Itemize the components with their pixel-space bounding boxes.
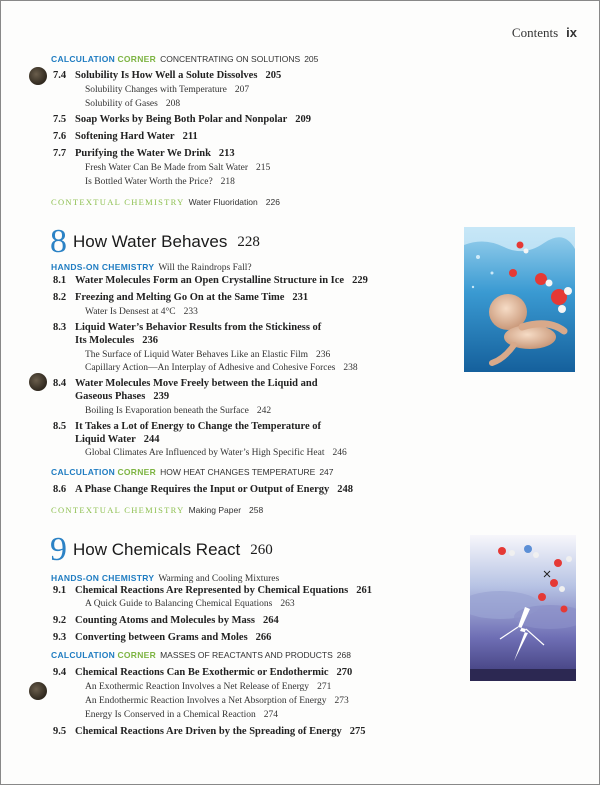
toc-entry[interactable]: Solubility Is How Well a Solute Dissolves 205	[75, 70, 282, 81]
section-number: 7.5	[53, 114, 67, 125]
toc-subentry[interactable]: Water Is Densest at 4°C 233	[85, 307, 198, 317]
toc-entry[interactable]: Purifying the Water We Drink 213	[75, 148, 235, 159]
section-number: 9.3	[53, 632, 67, 643]
toc-subentry[interactable]: An Endothermic Reaction Involves a Net Absorption of Energy 273	[85, 696, 349, 706]
chapter-heading[interactable]	[50, 223, 260, 261]
toc-entry[interactable]: Liquid Water’s Behavior Results from the Stickiness of	[75, 322, 322, 333]
contextual-chemistry[interactable]: CONTEXTUAL CHEMISTRY Water Fluoridation 226	[51, 197, 280, 207]
chapter-page: 260	[250, 541, 273, 558]
toc-entry[interactable]: A Phase Change Requires the Input or Output of Energy 248	[75, 484, 354, 495]
running-head	[512, 25, 577, 41]
toc-subentry[interactable]: Solubility Changes with Temperature 207	[85, 85, 250, 95]
calculation-corner[interactable]: CALCULATION CORNER HOW HEAT CHANGES TEMPERATURE 247	[51, 467, 334, 477]
toc-subentry[interactable]: A Quick Guide to Balancing Chemical Equations 263	[85, 599, 295, 609]
section-number: 7.6	[53, 131, 67, 142]
section-number: 8.4	[53, 378, 67, 389]
chapter-page: 228	[237, 233, 260, 250]
binder-hole	[29, 373, 47, 391]
toc-entry[interactable]: Chemical Reactions Can Be Exothermic or Endothermic 270	[75, 667, 353, 678]
section-number: 8.3	[53, 322, 67, 333]
section-number: 7.7	[53, 148, 67, 159]
baby-underwater-photo	[464, 227, 575, 372]
contextual-chemistry[interactable]: CONTEXTUAL CHEMISTRY Making Paper 258	[51, 505, 264, 515]
toc-subentry[interactable]: Fresh Water Can Be Made from Salt Water 215	[85, 163, 271, 173]
calculation-corner[interactable]: CALCULATION CORNER CONCENTRATING ON SOLUTIONS 205	[51, 54, 319, 64]
section-number: 8.6	[53, 484, 67, 495]
page-number: ix	[566, 25, 577, 40]
toc-subentry[interactable]: Energy Is Conserved in a Chemical Reaction 274	[85, 710, 279, 720]
toc-subentry[interactable]: The Surface of Liquid Water Behaves Like an Elastic Film 236	[85, 350, 331, 360]
toc-subentry[interactable]: Global Climates Are Influenced by Water’s High Specific Heat 246	[85, 448, 347, 458]
section-number: 9.2	[53, 615, 67, 626]
toc-entry-continued[interactable]: Its Molecules 236	[75, 335, 158, 346]
section-number: 7.4	[53, 70, 67, 81]
chapter-number: 8	[50, 223, 67, 260]
binder-hole	[29, 67, 47, 85]
section-number: 8.1	[53, 275, 67, 286]
toc-entry[interactable]: Chemical Reactions Are Represented by Chemical Equations 261	[75, 585, 372, 596]
toc-subentry[interactable]: Boiling Is Evaporation beneath the Surface 242	[85, 406, 272, 416]
chapter-number: 9	[50, 531, 67, 568]
section-number: 8.5	[53, 421, 67, 432]
toc-entry[interactable]: It Takes a Lot of Energy to Change the Temperature of	[75, 421, 321, 432]
toc-entry[interactable]: Counting Atoms and Molecules by Mass 264	[75, 615, 279, 626]
chapter-title: How Chemicals React	[73, 540, 241, 559]
hands-on-chemistry[interactable]: HANDS-ON CHEMISTRY Will the Raindrops Fall?	[51, 262, 252, 273]
toc-subentry[interactable]: Solubility of Gases 208	[85, 99, 181, 109]
toc-entry[interactable]: Converting between Grams and Moles 266	[75, 632, 272, 643]
binder-hole	[29, 682, 47, 700]
toc-entry[interactable]: Softening Hard Water 211	[75, 131, 198, 142]
hands-on-chemistry[interactable]: HANDS-ON CHEMISTRY Warming and Cooling Mixtures	[51, 573, 280, 584]
calculation-corner[interactable]: CALCULATION CORNER MASSES OF REACTANTS AND PRODUCTS 268	[51, 650, 351, 660]
section-number: 9.4	[53, 667, 67, 678]
toc-entry[interactable]: Chemical Reactions Are Driven by the Spreading of Energy 275	[75, 726, 366, 737]
toc-subentry[interactable]: Capillary Action—An Interplay of Adhesive and Cohesive Forces 238	[85, 363, 358, 373]
section-number: 9.5	[53, 726, 67, 737]
toc-entry[interactable]: Water Molecules Form an Open Crystalline Structure in Ice 229	[75, 275, 368, 286]
running-head-label: Contents	[511, 25, 559, 40]
chapter-title: How Water Behaves	[73, 232, 228, 251]
section-number: 8.2	[53, 292, 67, 303]
lightning-storm-photo	[470, 535, 576, 681]
chapter-heading[interactable]	[50, 531, 273, 569]
toc-subentry[interactable]: Is Bottled Water Worth the Price? 218	[85, 177, 235, 187]
toc-entry-continued[interactable]: Liquid Water 244	[75, 434, 160, 445]
toc-entry[interactable]: Freezing and Melting Go On at the Same Time 231	[75, 292, 309, 303]
toc-entry-continued[interactable]: Gaseous Phases 239	[75, 391, 170, 402]
toc-entry[interactable]: Water Molecules Move Freely between the Liquid and	[75, 378, 318, 389]
section-number: 9.1	[53, 585, 67, 596]
toc-subentry[interactable]: An Exothermic Reaction Involves a Net Release of Energy 271	[85, 682, 332, 692]
toc-entry[interactable]: Soap Works by Being Both Polar and Nonpolar 209	[75, 114, 312, 125]
